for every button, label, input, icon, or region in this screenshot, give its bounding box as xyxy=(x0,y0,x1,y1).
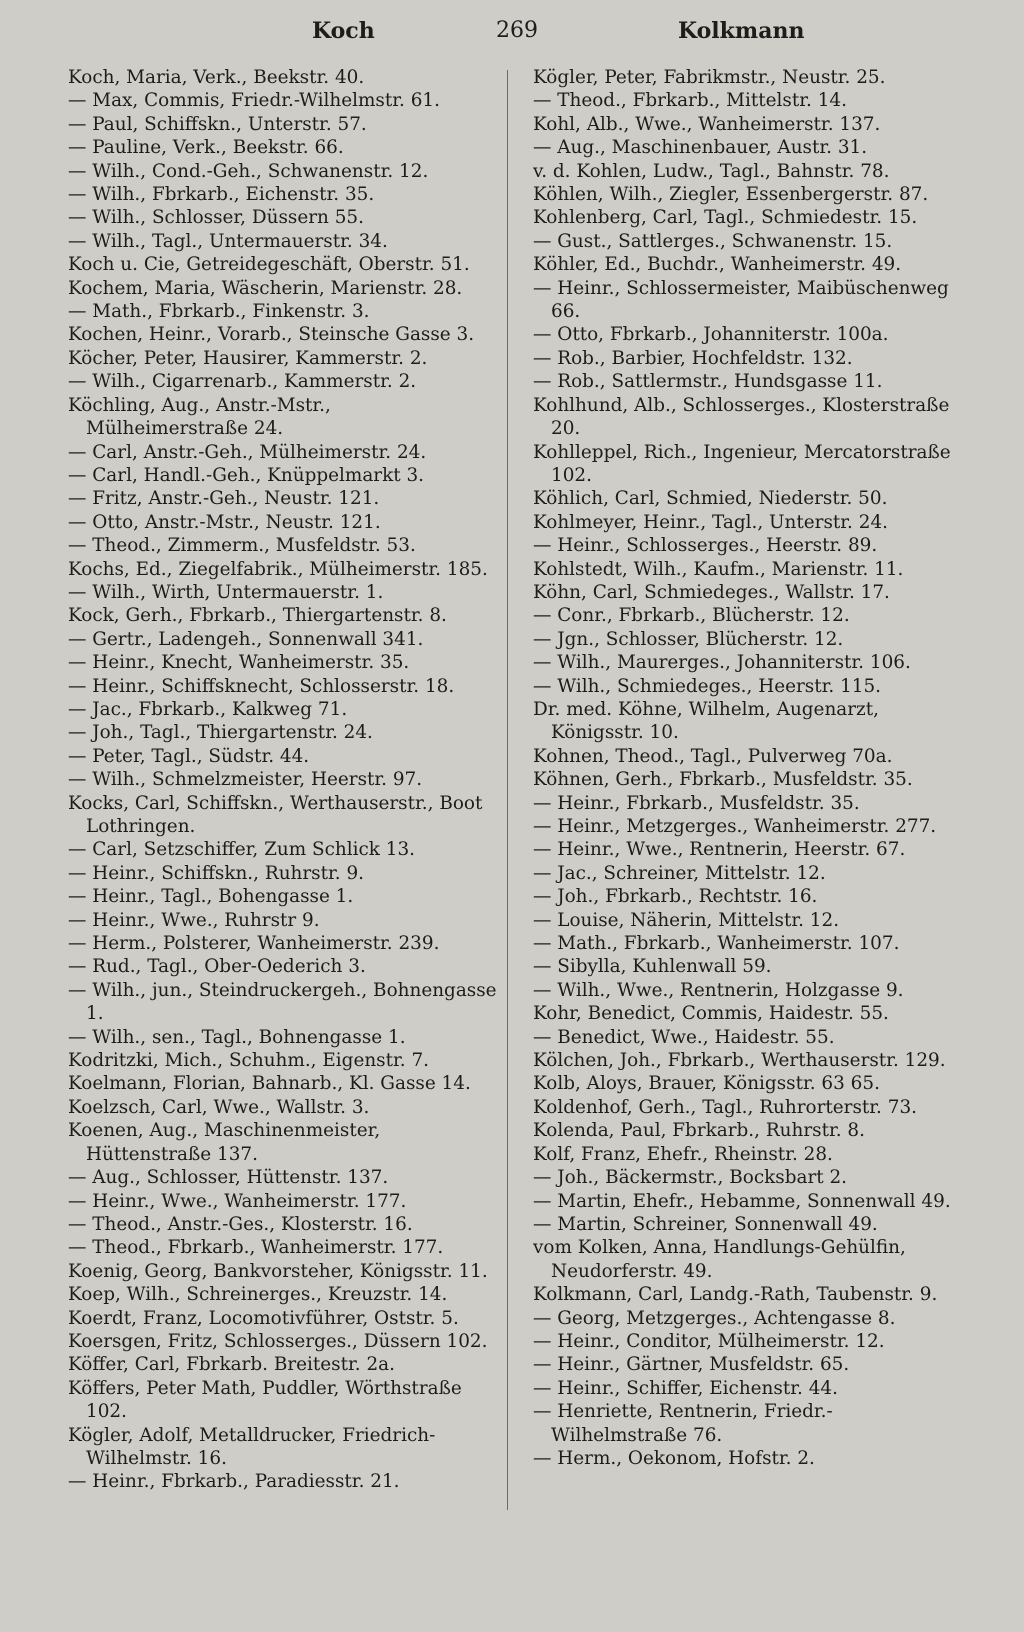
directory-entry: — Wilh., Schmelzmeister, Heerstr. 97. xyxy=(68,769,423,791)
directory-entry: — Wilh., Fbrkarb., Eichenstr. 35. xyxy=(68,184,375,206)
directory-entry: — Sibylla, Kuhlenwall 59. xyxy=(533,956,772,978)
directory-entry: — Theod., Fbrkarb., Wanheimerstr. 177. xyxy=(68,1237,444,1259)
directory-entry: Köffer, Carl, Fbrkarb. Breitestr. 2a. xyxy=(68,1354,395,1376)
directory-entry: Kohlhund, Alb., Schlosserges., Klosterstraße 20. xyxy=(533,394,950,440)
directory-entry: — Pauline, Verk., Beekstr. 66. xyxy=(68,137,344,159)
header-left-catchword: Koch xyxy=(312,18,375,44)
directory-entry: Köchling, Aug., Anstr.-Mstr., Mülheimerstraße 24. xyxy=(68,394,331,440)
directory-entry: — Fritz, Anstr.-Geh., Neustr. 121. xyxy=(68,488,380,510)
directory-entry: — Henriette, Rentnerin, Friedr.-Wilhelmstraße 76. xyxy=(533,1401,833,1446)
directory-entry: — Rob., Sattlermstr., Hundsgasse 11. xyxy=(533,371,883,393)
column-divider xyxy=(507,70,508,1510)
directory-entry: Kohlenberg, Carl, Tagl., Schmiedestr. 15. xyxy=(533,207,918,229)
directory-entry: — Heinr., Metzgerges., Wanheimerstr. 277. xyxy=(533,816,937,837)
directory-entry: Koersgen, Fritz, Schlosserges., Düssern 102. xyxy=(68,1330,488,1352)
directory-entry: Köhler, Ed., Buchdr., Wanheimerstr. 49. xyxy=(533,254,902,276)
directory-entry: — Heinr., Wwe., Wanheimerstr. 177. xyxy=(68,1190,407,1212)
directory-entry: Kögler, Peter, Fabrikmstr., Neustr. 25. xyxy=(533,67,886,88)
directory-entry: — Theod., Anstr.-Ges., Klosterstr. 16. xyxy=(68,1213,413,1235)
directory-entry: — Wilh., Tagl., Untermauerstr. 34. xyxy=(68,230,388,252)
directory-entry: Köhlich, Carl, Schmied, Niederstr. 50. xyxy=(533,488,888,510)
directory-entry: — Wilh., Schmiedeges., Heerstr. 115. xyxy=(533,675,882,697)
directory-entry: Koelmann, Florian, Bahnarb., Kl. Gasse 14. xyxy=(68,1073,471,1095)
directory-entry: — Carl, Setzschiffer, Zum Schlick 13. xyxy=(68,839,416,861)
directory-entry: — Max, Commis, Friedr.-Wilhelmstr. 61. xyxy=(68,90,440,112)
directory-entry: — Conr., Fbrkarb., Blücherstr. 12. xyxy=(533,605,850,627)
directory-entry: — Otto, Anstr.-Mstr., Neustr. 121. xyxy=(68,511,381,533)
directory-entry: — Paul, Schiffskn., Unterstr. 57. xyxy=(68,113,367,135)
directory-entry: Kolkmann, Carl, Landg.-Rath, Taubenstr. 9. xyxy=(533,1284,938,1306)
directory-entry: — Aug., Maschinenbauer, Austr. 31. xyxy=(533,137,868,159)
directory-entry: — Jac., Fbrkarb., Kalkweg 71. xyxy=(68,698,348,720)
directory-entry: — Rob., Barbier, Hochfeldstr. 132. xyxy=(533,347,853,369)
directory-entry: — Joh., Tagl., Thiergartenstr. 24. xyxy=(68,722,373,744)
directory-entry: Kohr, Benedict, Commis, Haidestr. 55. xyxy=(533,1003,889,1025)
directory-entry: Köcher, Peter, Hausirer, Kammerstr. 2. xyxy=(68,347,428,369)
directory-entry: — Herm., Polsterer, Wanheimerstr. 239. xyxy=(68,933,440,955)
directory-entry: — Wilh., Wirth, Untermauerstr. 1. xyxy=(68,581,384,603)
directory-entry: — Jgn., Schlosser, Blücherstr. 12. xyxy=(533,628,844,650)
directory-entry: Köhnen, Gerh., Fbrkarb., Musfeldstr. 35. xyxy=(533,769,913,791)
directory-entry: — Otto, Fbrkarb., Johanniterstr. 100a. xyxy=(533,324,889,346)
directory-entry: — Heinr., Schlossermeister, Maibüschenweg 66. xyxy=(533,277,949,323)
directory-entry: — Math., Fbrkarb., Wanheimerstr. 107. xyxy=(533,933,900,955)
directory-entry: — Carl, Anstr.-Geh., Mülheimerstr. 24. xyxy=(68,441,427,463)
directory-entry: — Wilh., Maurerges., Johanniterstr. 106. xyxy=(533,652,911,674)
directory-entry: Kölchen, Joh., Fbrkarb., Werthauserstr. 129. xyxy=(533,1050,946,1072)
directory-entry: — Heinr., Wwe., Ruhrstr 9. xyxy=(68,909,320,931)
directory-entry: — Wilh., Wwe., Rentnerin, Holzgasse 9. xyxy=(533,979,904,1001)
directory-entry: — Carl, Handl.-Geh., Knüppelmarkt 3. xyxy=(68,464,425,486)
directory-entry: — Aug., Schlosser, Hüttenstr. 137. xyxy=(68,1167,389,1189)
directory-entry: — Wilh., Schlosser, Düssern 55. xyxy=(68,207,364,229)
directory-entry: vom Kolken, Anna, Handlungs-Gehülfin, Neudorferstr. 49. xyxy=(533,1237,906,1282)
directory-entry: v. d. Kohlen, Ludw., Tagl., Bahnstr. 78. xyxy=(533,160,890,182)
directory-entry: — Math., Fbrkarb., Finkenstr. 3. xyxy=(68,301,370,323)
directory-entry: — Herm., Oekonom, Hofstr. 2. xyxy=(533,1447,815,1469)
directory-entry: — Wilh., sen., Tagl., Bohnengasse 1. xyxy=(68,1026,406,1048)
directory-entry: — Heinr., Schlosserges., Heerstr. 89. xyxy=(533,535,878,557)
directory-entry: Kohl, Alb., Wwe., Wanheimerstr. 137. xyxy=(533,113,881,135)
directory-entry: — Gertr., Ladengeh., Sonnenwall 341. xyxy=(68,628,424,650)
directory-entry: — Gust., Sattlerges., Schwanenstr. 15. xyxy=(533,230,893,252)
directory-entry: Koenen, Aug., Maschinenmeister, Hüttenstraße 137. xyxy=(68,1120,381,1165)
directory-entry: Koerdt, Franz, Locomotivführer, Oststr. 5. xyxy=(68,1307,459,1329)
directory-entry: — Louise, Näherin, Mittelstr. 12. xyxy=(533,909,840,931)
directory-entry: Kögler, Adolf, Metalldrucker, Friedrich-Wilhelmstr. 16. xyxy=(68,1424,436,1469)
directory-entry: Dr. med. Köhne, Wilhelm, Augenarzt, Königsstr. 10. xyxy=(533,698,879,744)
left-column xyxy=(68,66,498,1566)
directory-entry: — Heinr., Gärtner, Musfeldstr. 65. xyxy=(533,1354,850,1376)
directory-entry: Kochs, Ed., Ziegelfabrik., Mülheimerstr. 185. xyxy=(68,558,488,580)
directory-entry: Kohlleppel, Rich., Ingenieur, Mercatorstraße 102. xyxy=(533,441,951,486)
page-header xyxy=(0,18,1024,52)
directory-entry: — Benedict, Wwe., Haidestr. 55. xyxy=(533,1026,835,1048)
directory-entry: — Heinr., Tagl., Bohengasse 1. xyxy=(68,886,354,908)
directory-entry: Koch, Maria, Verk., Beekstr. 40. xyxy=(68,67,365,88)
directory-entry: — Martin, Schreiner, Sonnenwall 49. xyxy=(533,1213,878,1235)
directory-entry: — Heinr., Wwe., Rentnerin, Heerstr. 67. xyxy=(533,839,906,861)
directory-entry: Koenig, Georg, Bankvorsteher, Königsstr. 11. xyxy=(68,1260,488,1282)
directory-entry: — Joh., Bäckermstr., Bocksbart 2. xyxy=(533,1167,848,1189)
directory-entry: — Wilh., jun., Steindruckergeh., Bohnengasse 1. xyxy=(68,979,497,1025)
directory-entry: — Heinr., Fbrkarb., Paradiesstr. 21. xyxy=(68,1471,400,1493)
directory-entry: — Theod., Fbrkarb., Mittelstr. 14. xyxy=(533,90,847,112)
directory-entry: Kolf, Franz, Ehefr., Rheinstr. 28. xyxy=(533,1143,833,1165)
directory-entry: Kock, Gerh., Fbrkarb., Thiergartenstr. 8. xyxy=(68,605,447,627)
directory-entry: — Heinr., Schiffer, Eichenstr. 44. xyxy=(533,1377,838,1399)
directory-entry: Kolenda, Paul, Fbrkarb., Ruhrstr. 8. xyxy=(533,1120,865,1142)
right-column xyxy=(533,66,963,1566)
directory-entry: — Heinr., Schiffskn., Ruhrstr. 9. xyxy=(68,862,365,884)
directory-entry: Köffers, Peter Math, Puddler, Wörthstraße 102. xyxy=(68,1377,462,1423)
directory-entry: Kochem, Maria, Wäscherin, Marienstr. 28. xyxy=(68,277,463,299)
directory-entry: Kohlmeyer, Heinr., Tagl., Unterstr. 24. xyxy=(533,511,888,533)
directory-entry: — Georg, Metzgerges., Achtengasse 8. xyxy=(533,1307,896,1329)
directory-entry: — Wilh., Cigarrenarb., Kammerstr. 2. xyxy=(68,371,417,393)
directory-entry: Köhn, Carl, Schmiedeges., Wallstr. 17. xyxy=(533,581,890,603)
directory-entry: — Theod., Zimmerm., Musfeldstr. 53. xyxy=(68,535,416,557)
directory-entry: — Wilh., Cond.-Geh., Schwanenstr. 12. xyxy=(68,160,429,182)
directory-entry: — Heinr., Knecht, Wanheimerstr. 35. xyxy=(68,652,410,674)
directory-entry: Kohlstedt, Wilh., Kaufm., Marienstr. 11. xyxy=(533,558,904,580)
directory-entry: Kodritzki, Mich., Schuhm., Eigenstr. 7. xyxy=(68,1050,430,1072)
directory-entry: Koelzsch, Carl, Wwe., Wallstr. 3. xyxy=(68,1096,370,1118)
directory-entry: Kochen, Heinr., Vorarb., Steinsche Gasse 3. xyxy=(68,324,475,346)
directory-entry: Köhlen, Wilh., Ziegler, Essenbergerstr. 87. xyxy=(533,184,929,206)
directory-entry: Kocks, Carl, Schiffskn., Werthauserstr., Boot Lothringen. xyxy=(68,792,483,837)
directory-entry: — Jac., Schreiner, Mittelstr. 12. xyxy=(533,862,826,884)
directory-entry: — Heinr., Fbrkarb., Musfeldstr. 35. xyxy=(533,792,860,814)
directory-entry: Koch u. Cie, Getreidegeschäft, Oberstr. 51. xyxy=(68,254,470,276)
directory-entry: — Joh., Fbrkarb., Rechtstr. 16. xyxy=(533,886,818,908)
directory-entry: — Heinr., Conditor, Mülheimerstr. 12. xyxy=(533,1330,885,1352)
directory-entry: — Martin, Ehefr., Hebamme, Sonnenwall 49. xyxy=(533,1190,951,1212)
directory-entry: — Peter, Tagl., Südstr. 44. xyxy=(68,745,310,767)
page-number: 269 xyxy=(496,18,538,43)
directory-entry: Koep, Wilh., Schreinerges., Kreuzstr. 14. xyxy=(68,1284,448,1306)
directory-entry: Kolb, Aloys, Brauer, Königsstr. 63 65. xyxy=(533,1073,880,1095)
header-right-catchword: Kolkmann xyxy=(678,18,805,44)
directory-entry: Kohnen, Theod., Tagl., Pulverweg 70a. xyxy=(533,745,893,767)
directory-entry: Koldenhof, Gerh., Tagl., Ruhrorterstr. 73. xyxy=(533,1096,917,1118)
directory-entry: — Rud., Tagl., Ober-Oederich 3. xyxy=(68,956,366,978)
directory-entry: — Heinr., Schiffsknecht, Schlosserstr. 18. xyxy=(68,675,455,697)
